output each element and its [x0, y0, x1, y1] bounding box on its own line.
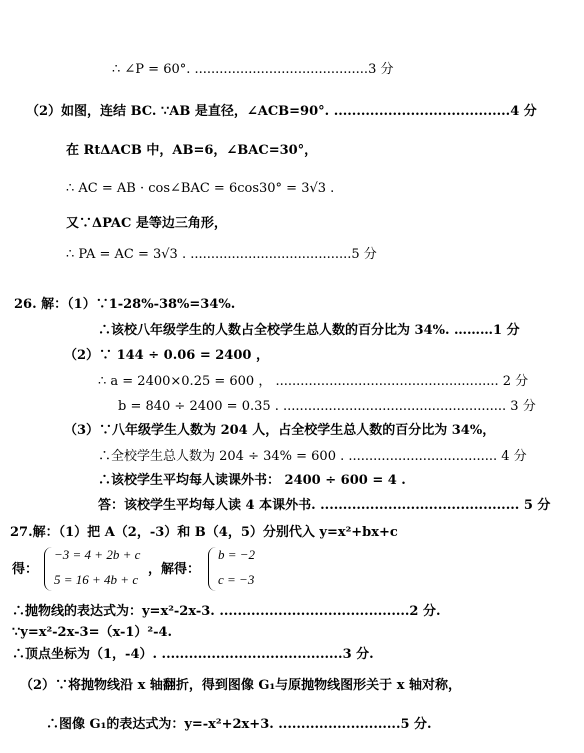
line-pa-calc: ∴ PA = AC = 3√3 . .......................................5 分: [66, 247, 377, 262]
system-label-solve: ，解得：: [148, 562, 201, 577]
line-q26-a: ∴ a = 2400×0.25 = 600 ， ...................................................... 2 分: [98, 374, 529, 389]
system-label-de: 得：: [12, 562, 39, 577]
line-q26-answer: 答：该校学生平均每人读 4 本课外书. ............................................ 5 分: [98, 498, 551, 513]
line-equilateral: 又∵ΔPAC 是等边三角形，: [66, 216, 227, 231]
brace-left-2: [208, 547, 217, 591]
line-q26-part3: （3）∵八年级学生人数为 204 人，占全校学生总人数的百分比为 34%，: [64, 423, 496, 438]
line-q26-percent: ∴该校八年级学生的人数占全校学生总人数的百分比为 34%. ………1 分: [98, 323, 520, 338]
line-q27-g1: ∴图像 G₁的表达式为：y=-x²+2x+3. ...........................5 分.: [46, 717, 432, 732]
line-q27-part2: （2）∵将抛物线沿 x 轴翻折，得到图像 G₁与原抛物线图形关于 x 轴对称，: [20, 678, 461, 693]
line-ac-calc: ∴ AC = AB · cos∠BAC = 6cos30° = 3√3 .: [66, 181, 335, 196]
line-angle-p: ∴ ∠P = 60°. ..........................................3 分: [112, 62, 394, 77]
line-q26-part2: （2）∵ 144 ÷ 0.06 = 2400 ，: [64, 348, 269, 363]
line-q27-expression: ∴抛物线的表达式为：y=x²-2x-3. ..........................................2 分.: [12, 604, 441, 619]
brace-left-1: [44, 547, 53, 591]
system1-row1: −3 = 4 + 2b + c: [54, 547, 141, 562]
system2-row2: c = −3: [218, 572, 255, 587]
line-q27-part1: 27.解：（1）把 A（2，-3）和 B（4，5）分别代入 y=x²+bx+c: [10, 525, 398, 540]
line-q26-avg: ∴该校学生平均每人读课外书： 2400 ÷ 600 = 4 .: [98, 473, 406, 488]
line-q26-part1: 26. 解：（1）∵1-28%-38%=34%.: [14, 297, 236, 312]
line-right-triangle: 在 RtΔACB 中，AB=6，∠BAC=30°，: [66, 143, 318, 158]
system2-row1: b = −2: [218, 547, 256, 562]
system1-row2: 5 = 16 + 4b + c: [54, 572, 139, 587]
line-q27-vertex-form: ∵y=x²-2x-3=（x-1）²-4.: [12, 625, 173, 640]
line-q27-vertex: ∴顶点坐标为（1，-4）. ........................................3 分.: [12, 647, 374, 662]
line-q26-total: ∴全校学生总人数为 204 ÷ 34% = 600 . .................................... 4 分: [98, 449, 527, 464]
line-part2-intro: （2）如图，连结 BC. ∵AB 是直径，∠ACB=90°. .......................................4 分: [26, 104, 537, 119]
line-q26-b: b = 840 ÷ 2400 = 0.35 . ...................................................... 3 分: [118, 399, 536, 414]
